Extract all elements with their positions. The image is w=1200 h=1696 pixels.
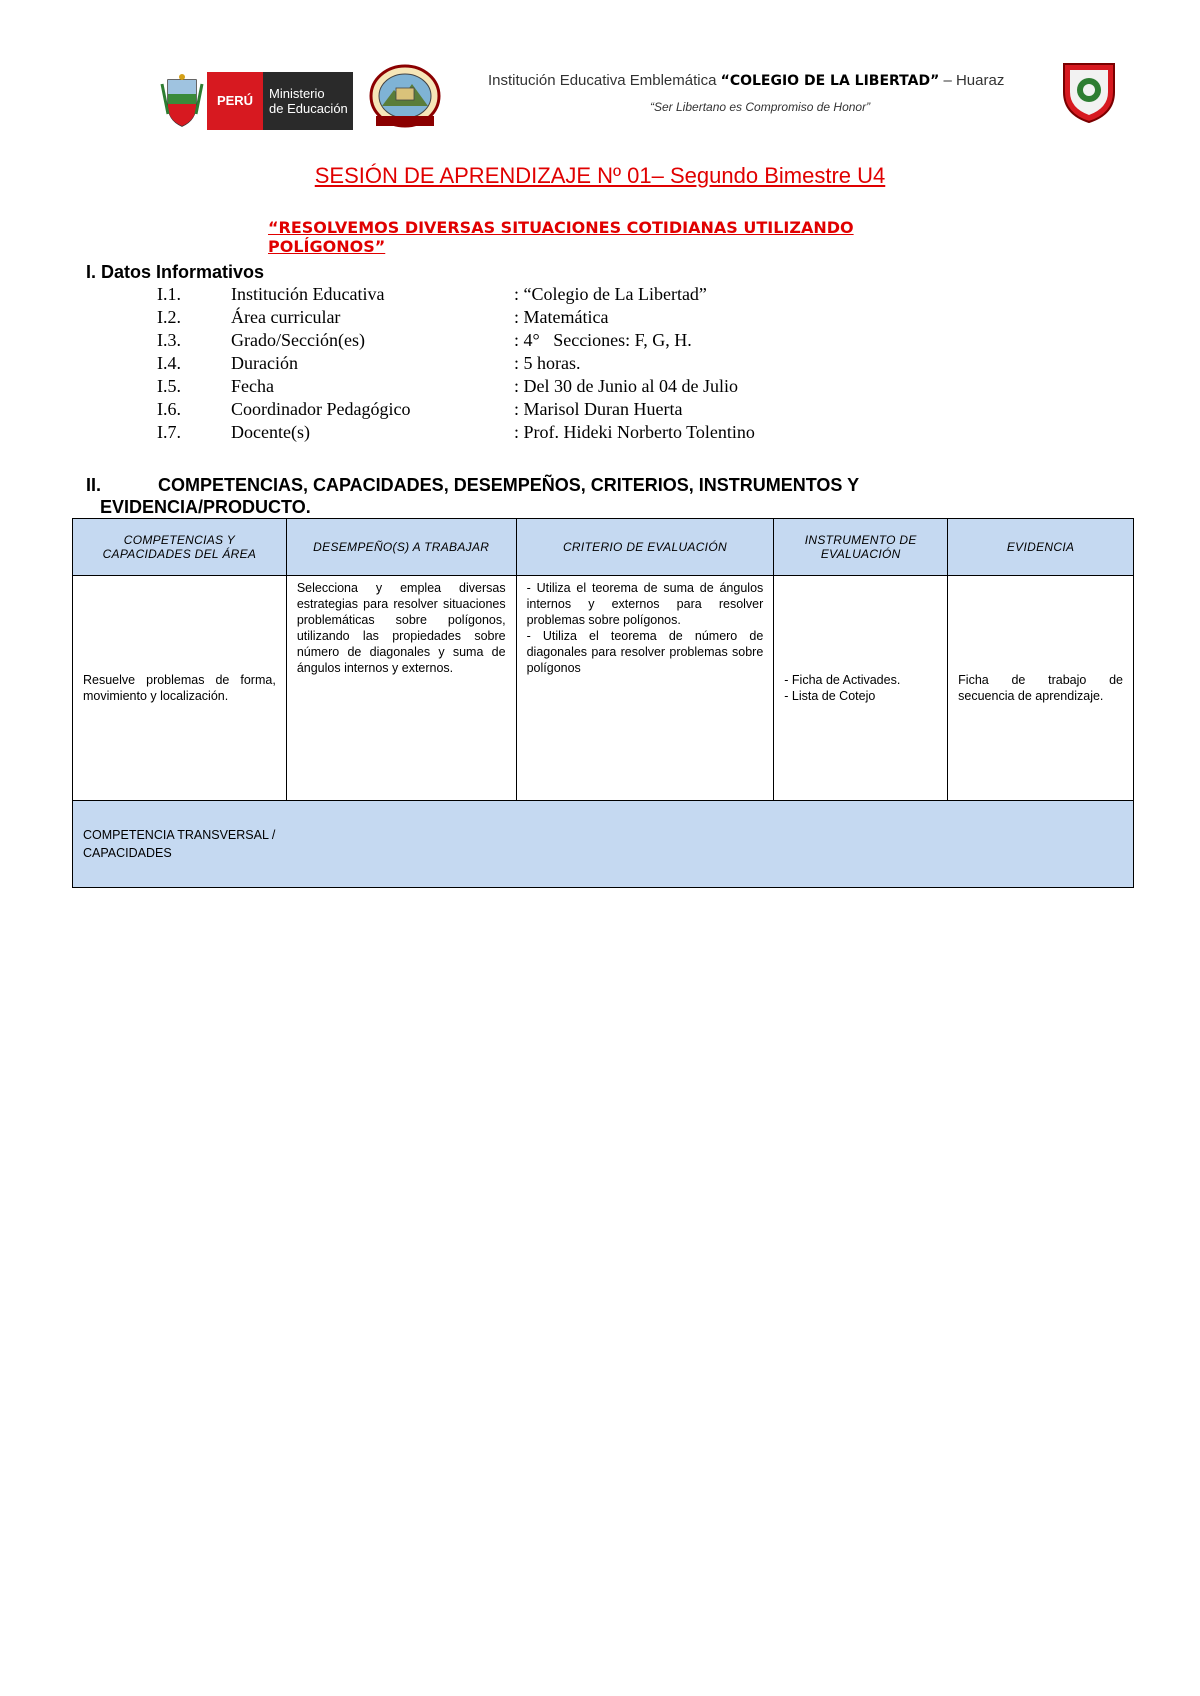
info-value: : Del 30 de Junio al 04 de Julio — [514, 376, 738, 396]
info-label: Coordinador Pedagógico — [231, 399, 411, 419]
info-value: : 5 horas. — [514, 353, 581, 373]
instrumento-item: - Ficha de Activades. — [784, 673, 901, 687]
instrumento-cell — [774, 576, 948, 801]
ministry-of-education-logo — [207, 72, 353, 130]
peru-label: PERÚ — [207, 72, 263, 130]
national-coat-of-arms-icon — [160, 74, 204, 128]
column-header: COMPETENCIAS Y CAPACIDADES DEL ÁREA — [73, 519, 287, 576]
criterio-item: - Utiliza el teorema de número de diagonales para resolver problemas sobre polígonos — [526, 629, 764, 675]
institution-city: – Huaraz — [943, 72, 1005, 89]
info-number: I.6. — [157, 399, 181, 419]
table-header-row — [73, 519, 1134, 576]
criterio-cell — [516, 576, 774, 801]
institution-motto: “Ser Libertano es Compromiso de Honor” — [650, 100, 871, 114]
page-header — [0, 0, 1200, 140]
info-value: : Marisol Duran Huerta — [514, 399, 683, 419]
info-number: I.2. — [157, 307, 181, 327]
session-subtitle: “RESOLVEMOS DIVERSAS SITUACIONES COTIDIANAS UTILIZANDO POLÍGONOS” — [268, 218, 854, 256]
info-number: I.7. — [157, 422, 181, 442]
session-title: SESIÓN DE APRENDIZAJE Nº 01– Segundo Bimestre U4 — [314, 163, 886, 188]
info-number: I.3. — [157, 330, 181, 350]
ministry-label — [269, 86, 348, 116]
info-label: Docente(s) — [231, 422, 310, 442]
instrumento-item: - Lista de Cotejo — [784, 689, 876, 703]
column-header: DESEMPEÑO(S) A TRABAJAR — [286, 519, 516, 576]
transversal-row — [73, 801, 1134, 888]
column-header: EVIDENCIA — [948, 519, 1134, 576]
info-label: Duración — [231, 353, 298, 373]
section-2-heading-line-1: COMPETENCIAS, CAPACIDADES, DESEMPEÑOS, CRITERIOS, INSTRUMENTOS Y — [158, 475, 860, 495]
institution-line — [488, 72, 1004, 89]
table-row — [73, 576, 1134, 801]
desempeno-cell: Selecciona y emplea diversas estrategias para resolver situaciones problemáticas sobre polígonos, utilizando las propiedades sobre número de diagonales y suma de ángulos internos y externos. — [286, 576, 516, 801]
column-header: INSTRUMENTO DE EVALUACIÓN — [774, 519, 948, 576]
info-value: : “Colegio de La Libertad” — [514, 284, 707, 304]
transversal-line-1: COMPETENCIA TRANSVERSAL / — [83, 828, 276, 842]
transversal-line-2: CAPACIDADES — [83, 846, 172, 860]
section-1-heading: I. Datos Informativos — [86, 262, 265, 282]
school-crest-icon — [1058, 58, 1120, 124]
institution-prefix: Institución Educativa Emblemática — [488, 72, 717, 89]
evidencia-cell: Ficha de trabajo de secuencia de aprendizaje. — [948, 576, 1134, 801]
info-label: Fecha — [231, 376, 274, 396]
ministry-line-2: de Educación — [269, 101, 348, 116]
criterio-item: - Utiliza el teorema de suma de ángulos internos y externos para resolver problemas sobre polígonos. — [526, 581, 764, 627]
competencies-table — [72, 518, 1134, 888]
info-label: Área curricular — [231, 307, 341, 327]
info-label: Grado/Sección(es) — [231, 330, 365, 350]
info-value: : Prof. Hideki Norberto Tolentino — [514, 422, 755, 442]
info-label: Institución Educativa — [231, 284, 385, 304]
column-header: CRITERIO DE EVALUACIÓN — [516, 519, 774, 576]
ministry-line-1: Ministerio — [269, 86, 325, 101]
info-value: : 4° Secciones: F, G, H. — [514, 330, 692, 350]
section-2-heading-line-2: EVIDENCIA/PRODUCTO. — [100, 497, 311, 517]
info-number: I.5. — [157, 376, 181, 396]
competencia-cell: Resuelve problemas de forma, movimiento y localización. — [73, 576, 287, 801]
info-value: : Matemática — [514, 307, 609, 327]
info-number: I.4. — [157, 353, 181, 373]
section-2-number: II. — [86, 475, 102, 495]
info-number: I.1. — [157, 284, 181, 304]
transversal-cell — [73, 801, 1134, 888]
institution-name: “COLEGIO DE LA LIBERTAD” — [720, 73, 940, 89]
school-emblem-icon — [368, 62, 442, 132]
